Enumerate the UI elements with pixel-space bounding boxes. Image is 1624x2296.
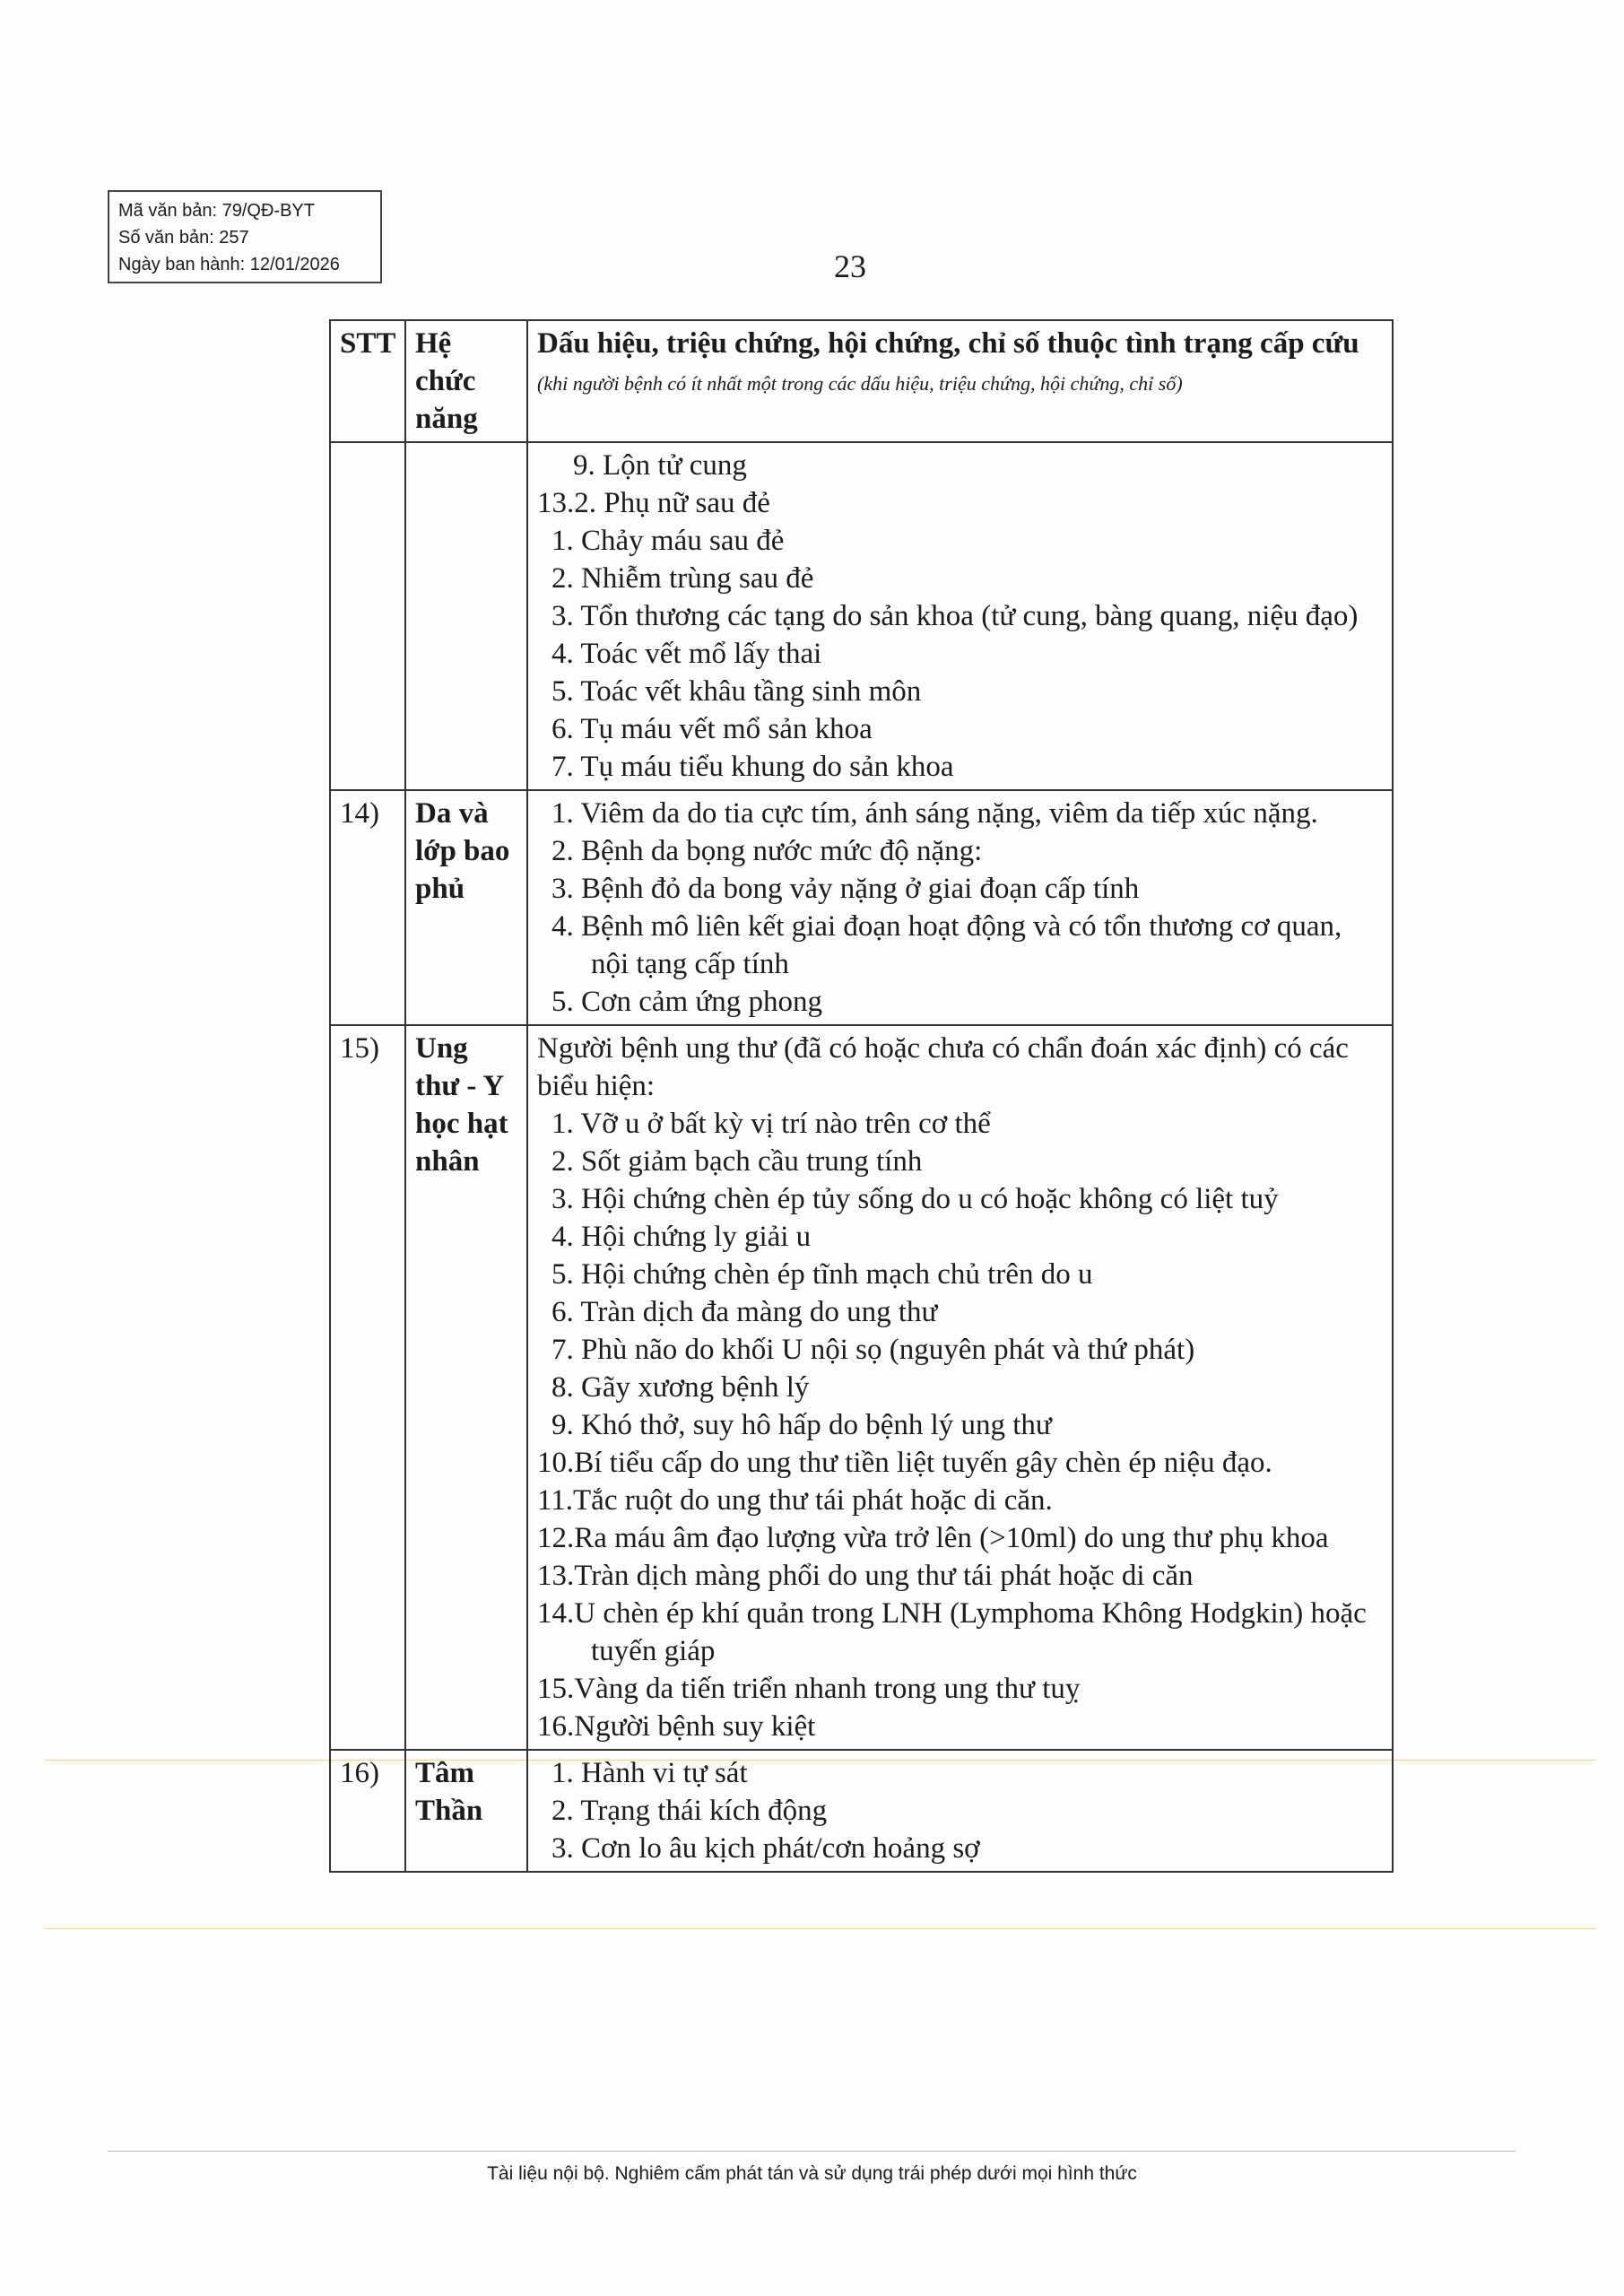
list-item: 6. Tràn dịch đa màng do ung thư: [551, 1296, 938, 1328]
list-item: 1. Viêm da do tia cực tím, ánh sáng nặng, viêm da tiếp xúc nặng.: [551, 797, 1318, 830]
page-footer: Tài liệu nội bộ. Nghiêm cấm phát tán và sử dụng trái phép dưới mọi hình thức: [487, 2163, 1137, 2184]
list-item: 1. Chảy máu sau đẻ: [551, 525, 785, 557]
list-item: 10.Bí tiểu cấp do ung thư tiền liệt tuyến gây chèn ép niệu đạo.: [537, 1447, 1272, 1479]
list-item: 4. Hội chứng ly giải u: [551, 1221, 812, 1253]
cell-stt: [330, 442, 405, 790]
guide-line: [45, 1928, 1596, 1929]
list-item: 5. Toác vết khâu tầng sinh môn: [551, 675, 922, 708]
table-header-row: [330, 320, 1393, 442]
footer-divider: [108, 2151, 1515, 2152]
cell-stt: 14): [330, 790, 405, 1025]
cell-system: [405, 442, 527, 790]
document-stamp: [108, 190, 382, 283]
list-item: 1. Hành vi tự sát: [551, 1757, 748, 1789]
list-item: 4. Toác vết mổ lấy thai: [551, 638, 822, 670]
cell-stt: 15): [330, 1025, 405, 1750]
list-item: 3. Hội chứng chèn ép tủy sống do u có hoặc không có liệt tuỷ: [551, 1183, 1279, 1215]
stamp-issue-date: Ngày ban hành: 12/01/2026: [118, 255, 340, 274]
list-item: 2. Bệnh da bọng nước mức độ nặng:: [551, 835, 983, 867]
list-item: 4. Bệnh mô liên kết giai đoạn hoạt động và có tổn thương cơ quan, nội tạng cấp tính: [551, 910, 1342, 980]
list-item: 12.Ra máu âm đạo lượng vừa trở lên (>10ml) do ung thư phụ khoa: [537, 1522, 1329, 1554]
emergency-criteria-table: [329, 319, 1394, 1873]
header-system: Hệ chức năng: [405, 320, 527, 442]
intro-text: Người bệnh ung thư (đã có hoặc chưa có chẩn đoán xác định) có các biểu hiện:: [537, 1032, 1349, 1102]
list-item: 5. Hội chứng chèn ép tĩnh mạch chủ trên do u: [551, 1258, 1093, 1291]
cell-system: Tâm Thần: [405, 1750, 527, 1872]
header-signs-title: Dấu hiệu, triệu chứng, hội chứng, chỉ số thuộc tình trạng cấp cứu: [537, 327, 1359, 360]
table-row-14: [330, 790, 1393, 1025]
stamp-doc-code: Mã văn bản: 79/QĐ-BYT: [118, 201, 315, 221]
list-item: 6. Tụ máu vết mổ sản khoa: [551, 713, 873, 745]
cell-system: Ung thư - Y học hạt nhân: [405, 1025, 527, 1750]
list-item: 9. Khó thở, suy hô hấp do bệnh lý ung thư: [551, 1409, 1052, 1441]
cell-signs: [527, 790, 1393, 1025]
table-row-15: [330, 1025, 1393, 1750]
list-item: 8. Gãy xương bệnh lý: [551, 1371, 810, 1404]
list-item: 7. Tụ máu tiểu khung do sản khoa: [551, 751, 954, 783]
list-item: 9. Lộn tử cung: [573, 449, 747, 482]
list-item: 16.Người bệnh suy kiệt: [537, 1710, 816, 1743]
list-item: 3. Tổn thương các tạng do sản khoa (tử cung, bàng quang, niệu đạo): [551, 600, 1359, 632]
list-item: 3. Bệnh đỏ da bong vảy nặng ở giai đoạn cấp tính: [551, 873, 1140, 905]
cell-signs: [527, 1750, 1393, 1872]
list-item: 1. Vỡ u ở bất kỳ vị trí nào trên cơ thể: [551, 1108, 991, 1140]
cell-signs: [527, 442, 1393, 790]
list-item: 2. Sốt giảm bạch cầu trung tính: [551, 1145, 923, 1178]
table-row-16: [330, 1750, 1393, 1872]
cell-stt: 16): [330, 1750, 405, 1872]
cell-signs: [527, 1025, 1393, 1750]
list-item: 14.U chèn ép khí quản trong LNH (Lymphoma Không Hodgkin) hoặc tuyến giáp: [537, 1597, 1367, 1667]
cell-system: Da và lớp bao phủ: [405, 790, 527, 1025]
list-item: 11.Tắc ruột do ung thư tái phát hoặc di căn.: [537, 1484, 1053, 1517]
list-item: 3. Cơn lo âu kịch phát/cơn hoảng sợ: [551, 1832, 980, 1865]
subheading: 13.2. Phụ nữ sau đẻ: [537, 487, 770, 519]
page-number: 23: [834, 248, 866, 284]
list-item: 13.Tràn dịch màng phổi do ung thư tái phát hoặc di căn: [537, 1560, 1194, 1592]
list-item: 2. Nhiễm trùng sau đẻ: [551, 562, 814, 595]
table-row-13-continued: [330, 442, 1393, 790]
header-signs-note: (khi người bệnh có ít nhất một trong các dấu hiệu, triệu chứng, hội chứng, chỉ số): [537, 372, 1183, 395]
header-stt: STT: [330, 320, 405, 442]
list-item: 15.Vàng da tiến triển nhanh trong ung thư tuỵ: [537, 1673, 1081, 1705]
header-signs: [527, 320, 1393, 442]
list-item: 2. Trạng thái kích động: [551, 1795, 828, 1827]
list-item: 7. Phù não do khối U nội sọ (nguyên phát và thứ phát): [551, 1334, 1195, 1366]
stamp-doc-number: Số văn bản: 257: [118, 228, 249, 248]
list-item: 5. Cơn cảm ứng phong: [551, 986, 823, 1018]
